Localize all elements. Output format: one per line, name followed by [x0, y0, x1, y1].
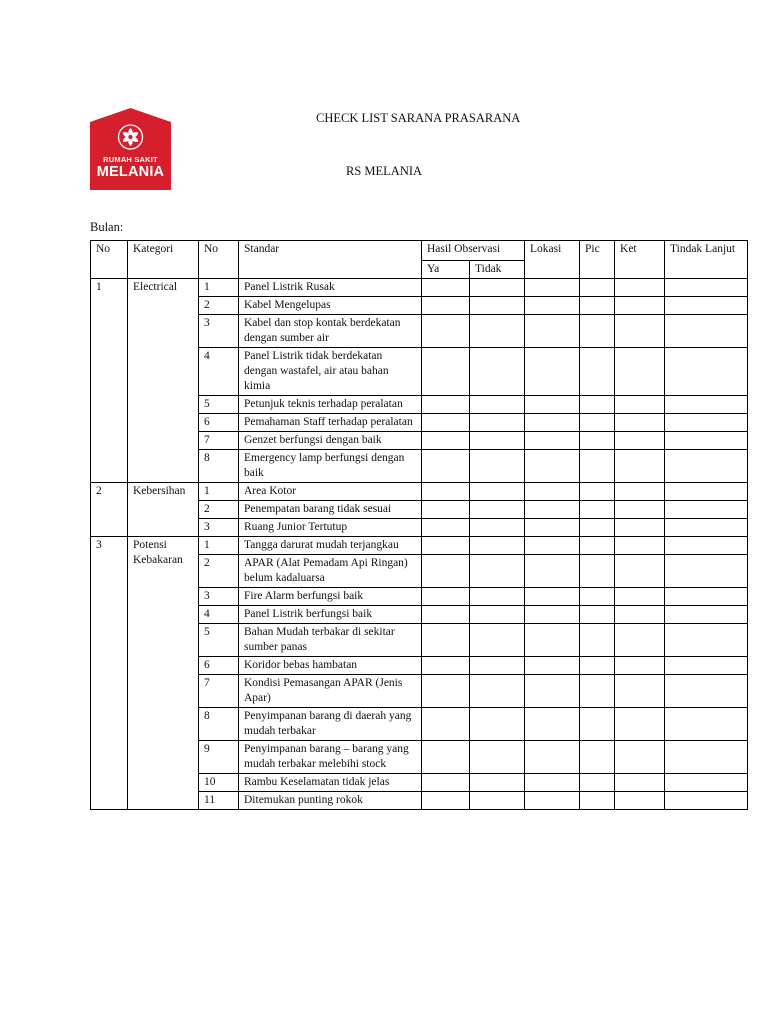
- ket-cell[interactable]: [615, 624, 665, 657]
- item-no: 2: [199, 555, 239, 588]
- tindak-lanjut-cell[interactable]: [665, 501, 748, 519]
- ket-cell[interactable]: [615, 315, 665, 348]
- item-no: 7: [199, 675, 239, 708]
- lokasi-cell[interactable]: [525, 348, 580, 396]
- pic-cell[interactable]: [580, 657, 615, 675]
- item-no: 3: [199, 519, 239, 537]
- lokasi-cell[interactable]: [525, 483, 580, 501]
- item-no: 5: [199, 624, 239, 657]
- pic-cell[interactable]: [580, 588, 615, 606]
- document-title: CHECK LIST SARANA PRASARANA: [316, 111, 521, 125]
- item-no: 2: [199, 297, 239, 315]
- item-standar: Panel Listrik Rusak: [239, 279, 422, 297]
- pic-cell[interactable]: [580, 708, 615, 741]
- pic-cell[interactable]: [580, 555, 615, 588]
- header-tindak-lanjut: Tindak Lanjut: [665, 241, 748, 279]
- item-standar: Penyimpanan barang di daerah yang mudah terbakar: [239, 708, 422, 741]
- tidak-cell[interactable]: [470, 624, 525, 657]
- item-standar: Penempatan barang tidak sesuai: [239, 501, 422, 519]
- tindak-lanjut-cell[interactable]: [665, 396, 748, 414]
- lokasi-cell[interactable]: [525, 774, 580, 792]
- ya-cell[interactable]: [422, 588, 470, 606]
- ket-cell[interactable]: [615, 450, 665, 483]
- hospital-logo: [90, 108, 171, 190]
- category-no: 1: [91, 279, 128, 483]
- header-no: No: [91, 241, 128, 279]
- tindak-lanjut-cell[interactable]: [665, 519, 748, 537]
- ket-cell[interactable]: [615, 792, 665, 810]
- item-no: 8: [199, 708, 239, 741]
- tidak-cell[interactable]: [470, 396, 525, 414]
- header-ya: Ya: [422, 261, 470, 279]
- tindak-lanjut-cell[interactable]: [665, 450, 748, 483]
- category-name: Potensi Kebakaran: [128, 537, 199, 810]
- category-no: 2: [91, 483, 128, 537]
- item-standar: Petunjuk teknis terhadap peralatan: [239, 396, 422, 414]
- tidak-cell[interactable]: [470, 675, 525, 708]
- header-ket: Ket: [615, 241, 665, 279]
- tindak-lanjut-cell[interactable]: [665, 708, 748, 741]
- tidak-cell[interactable]: [470, 708, 525, 741]
- tindak-lanjut-cell[interactable]: [665, 675, 748, 708]
- ya-cell[interactable]: [422, 741, 470, 774]
- item-no: 10: [199, 774, 239, 792]
- tindak-lanjut-cell[interactable]: [665, 606, 748, 624]
- lokasi-cell[interactable]: [525, 708, 580, 741]
- item-no: 2: [199, 501, 239, 519]
- ket-cell[interactable]: [615, 774, 665, 792]
- category-name: Electrical: [128, 279, 199, 483]
- ya-cell[interactable]: [422, 537, 470, 555]
- ya-cell[interactable]: [422, 315, 470, 348]
- ket-cell[interactable]: [615, 432, 665, 450]
- tidak-cell[interactable]: [470, 657, 525, 675]
- tidak-cell[interactable]: [470, 741, 525, 774]
- lokasi-cell[interactable]: [525, 537, 580, 555]
- ya-cell[interactable]: [422, 555, 470, 588]
- tindak-lanjut-cell[interactable]: [665, 315, 748, 348]
- table-row: [91, 279, 748, 297]
- ket-cell[interactable]: [615, 483, 665, 501]
- ya-cell[interactable]: [422, 348, 470, 396]
- lokasi-cell[interactable]: [525, 624, 580, 657]
- item-no: 3: [199, 315, 239, 348]
- ya-cell[interactable]: [422, 483, 470, 501]
- ket-cell[interactable]: [615, 675, 665, 708]
- ket-cell[interactable]: [615, 588, 665, 606]
- ya-cell[interactable]: [422, 708, 470, 741]
- tidak-cell[interactable]: [470, 279, 525, 297]
- ket-cell[interactable]: [615, 657, 665, 675]
- ket-cell[interactable]: [615, 348, 665, 396]
- lokasi-cell[interactable]: [525, 414, 580, 432]
- lokasi-cell[interactable]: [525, 741, 580, 774]
- tidak-cell[interactable]: [470, 297, 525, 315]
- tidak-cell[interactable]: [470, 348, 525, 396]
- pic-cell[interactable]: [580, 414, 615, 432]
- lokasi-cell[interactable]: [525, 606, 580, 624]
- item-standar: Pemahaman Staff terhadap peralatan: [239, 414, 422, 432]
- item-standar: Kondisi Pemasangan APAR (Jenis Apar): [239, 675, 422, 708]
- tindak-lanjut-cell[interactable]: [665, 414, 748, 432]
- header-item-no: No: [199, 241, 239, 279]
- lokasi-cell[interactable]: [525, 675, 580, 708]
- ya-cell[interactable]: [422, 519, 470, 537]
- ket-cell[interactable]: [615, 741, 665, 774]
- item-standar: Tangga darurat mudah terjangkau: [239, 537, 422, 555]
- lokasi-cell[interactable]: [525, 792, 580, 810]
- lokasi-cell[interactable]: [525, 315, 580, 348]
- tidak-cell[interactable]: [470, 606, 525, 624]
- item-no: 9: [199, 741, 239, 774]
- pic-cell[interactable]: [580, 675, 615, 708]
- lokasi-cell[interactable]: [525, 450, 580, 483]
- tindak-lanjut-cell[interactable]: [665, 297, 748, 315]
- lokasi-cell[interactable]: [525, 519, 580, 537]
- ket-cell[interactable]: [615, 708, 665, 741]
- pic-cell[interactable]: [580, 279, 615, 297]
- item-no: 4: [199, 348, 239, 396]
- bulan-label: Bulan:: [90, 220, 124, 234]
- checklist-table: [90, 240, 748, 810]
- tindak-lanjut-cell[interactable]: [665, 741, 748, 774]
- ya-cell[interactable]: [422, 501, 470, 519]
- lokasi-cell[interactable]: [525, 279, 580, 297]
- ya-cell[interactable]: [422, 606, 470, 624]
- tidak-cell[interactable]: [470, 537, 525, 555]
- pic-cell[interactable]: [580, 450, 615, 483]
- item-no: 1: [199, 537, 239, 555]
- item-no: 7: [199, 432, 239, 450]
- logo-text-melania: MELANIA: [96, 164, 165, 180]
- tidak-cell[interactable]: [470, 450, 525, 483]
- logo-text-rumah-sakit: RUMAH SAKIT: [103, 155, 158, 164]
- item-standar: Penyimpanan barang – barang yang mudah terbakar melebihi stock: [239, 741, 422, 774]
- tindak-lanjut-cell[interactable]: [665, 774, 748, 792]
- ket-cell[interactable]: [615, 396, 665, 414]
- item-standar: Koridor bebas hambatan: [239, 657, 422, 675]
- pic-cell[interactable]: [580, 792, 615, 810]
- item-standar: Emergency lamp berfungsi dengan baik: [239, 450, 422, 483]
- ket-cell[interactable]: [615, 606, 665, 624]
- pic-cell[interactable]: [580, 606, 615, 624]
- ya-cell[interactable]: [422, 450, 470, 483]
- ket-cell[interactable]: [615, 414, 665, 432]
- ket-cell[interactable]: [615, 537, 665, 555]
- item-no: 4: [199, 606, 239, 624]
- item-no: 1: [199, 279, 239, 297]
- pic-cell[interactable]: [580, 624, 615, 657]
- tidak-cell[interactable]: [470, 792, 525, 810]
- pic-cell[interactable]: [580, 501, 615, 519]
- table-row: [91, 483, 748, 501]
- item-standar: Bahan Mudah terbakar di sekitar sumber panas: [239, 624, 422, 657]
- pic-cell[interactable]: [580, 519, 615, 537]
- item-standar: Panel Listrik tidak berdekatan dengan wastafel, air atau bahan kimia: [239, 348, 422, 396]
- ya-cell[interactable]: [422, 414, 470, 432]
- item-standar: Panel Listrik berfungsi baik: [239, 606, 422, 624]
- tidak-cell[interactable]: [470, 555, 525, 588]
- tindak-lanjut-cell[interactable]: [665, 348, 748, 396]
- item-standar: Ruang Junior Tertutup: [239, 519, 422, 537]
- item-standar: Kabel dan stop kontak berdekatan dengan sumber air: [239, 315, 422, 348]
- ya-cell[interactable]: [422, 396, 470, 414]
- lokasi-cell[interactable]: [525, 396, 580, 414]
- tindak-lanjut-cell[interactable]: [665, 483, 748, 501]
- lokasi-cell[interactable]: [525, 555, 580, 588]
- pic-cell[interactable]: [580, 432, 615, 450]
- pic-cell[interactable]: [580, 297, 615, 315]
- tidak-cell[interactable]: [470, 414, 525, 432]
- pic-cell[interactable]: [580, 741, 615, 774]
- ya-cell[interactable]: [422, 675, 470, 708]
- tindak-lanjut-cell[interactable]: [665, 588, 748, 606]
- ya-cell[interactable]: [422, 774, 470, 792]
- item-no: 3: [199, 588, 239, 606]
- tindak-lanjut-cell[interactable]: [665, 657, 748, 675]
- tindak-lanjut-cell[interactable]: [665, 537, 748, 555]
- ya-cell[interactable]: [422, 657, 470, 675]
- item-no: 1: [199, 483, 239, 501]
- ket-cell[interactable]: [615, 501, 665, 519]
- item-standar: Ditemukan punting rokok: [239, 792, 422, 810]
- pic-cell[interactable]: [580, 774, 615, 792]
- tindak-lanjut-cell[interactable]: [665, 279, 748, 297]
- tindak-lanjut-cell[interactable]: [665, 555, 748, 588]
- lokasi-cell[interactable]: [525, 432, 580, 450]
- pic-cell[interactable]: [580, 315, 615, 348]
- category-no: 3: [91, 537, 128, 810]
- pic-cell[interactable]: [580, 396, 615, 414]
- ket-cell[interactable]: [615, 297, 665, 315]
- item-standar: Fire Alarm berfungsi baik: [239, 588, 422, 606]
- header-tidak: Tidak: [470, 261, 525, 279]
- ket-cell[interactable]: [615, 519, 665, 537]
- header-lokasi: Lokasi: [525, 241, 580, 279]
- tindak-lanjut-cell[interactable]: [665, 792, 748, 810]
- item-standar: APAR (Alat Pemadam Api Ringan) belum kadaluarsa: [239, 555, 422, 588]
- item-standar: Kabel Mengelupas: [239, 297, 422, 315]
- tindak-lanjut-cell[interactable]: [665, 432, 748, 450]
- ket-cell[interactable]: [615, 555, 665, 588]
- document-subtitle: RS MELANIA: [346, 164, 423, 178]
- header-standar: Standar: [239, 241, 422, 279]
- ya-cell[interactable]: [422, 624, 470, 657]
- tidak-cell[interactable]: [470, 588, 525, 606]
- ya-cell[interactable]: [422, 792, 470, 810]
- item-standar: Rambu Keselamatan tidak jelas: [239, 774, 422, 792]
- item-no: 11: [199, 792, 239, 810]
- ya-cell[interactable]: [422, 297, 470, 315]
- ya-cell[interactable]: [422, 432, 470, 450]
- item-standar: Genzet berfungsi dengan baik: [239, 432, 422, 450]
- tidak-cell[interactable]: [470, 315, 525, 348]
- item-no: 6: [199, 657, 239, 675]
- pic-cell[interactable]: [580, 483, 615, 501]
- header-row: [91, 241, 748, 261]
- tidak-cell[interactable]: [470, 483, 525, 501]
- lokasi-cell[interactable]: [525, 657, 580, 675]
- table-row: [91, 537, 748, 555]
- item-no: 5: [199, 396, 239, 414]
- tidak-cell[interactable]: [470, 501, 525, 519]
- tidak-cell[interactable]: [470, 519, 525, 537]
- category-name: Kebersihan: [128, 483, 199, 537]
- header-hasil-observasi: Hasil Observasi: [422, 241, 525, 261]
- item-standar: Area Kotor: [239, 483, 422, 501]
- lokasi-cell[interactable]: [525, 588, 580, 606]
- pic-cell[interactable]: [580, 537, 615, 555]
- header-kategori: Kategori: [128, 241, 199, 279]
- header-pic: Pic: [580, 241, 615, 279]
- ya-cell[interactable]: [422, 279, 470, 297]
- tindak-lanjut-cell[interactable]: [665, 624, 748, 657]
- ket-cell[interactable]: [615, 279, 665, 297]
- pic-cell[interactable]: [580, 348, 615, 396]
- lokasi-cell[interactable]: [525, 297, 580, 315]
- lokasi-cell[interactable]: [525, 501, 580, 519]
- tidak-cell[interactable]: [470, 774, 525, 792]
- item-no: 8: [199, 450, 239, 483]
- item-no: 6: [199, 414, 239, 432]
- tidak-cell[interactable]: [470, 432, 525, 450]
